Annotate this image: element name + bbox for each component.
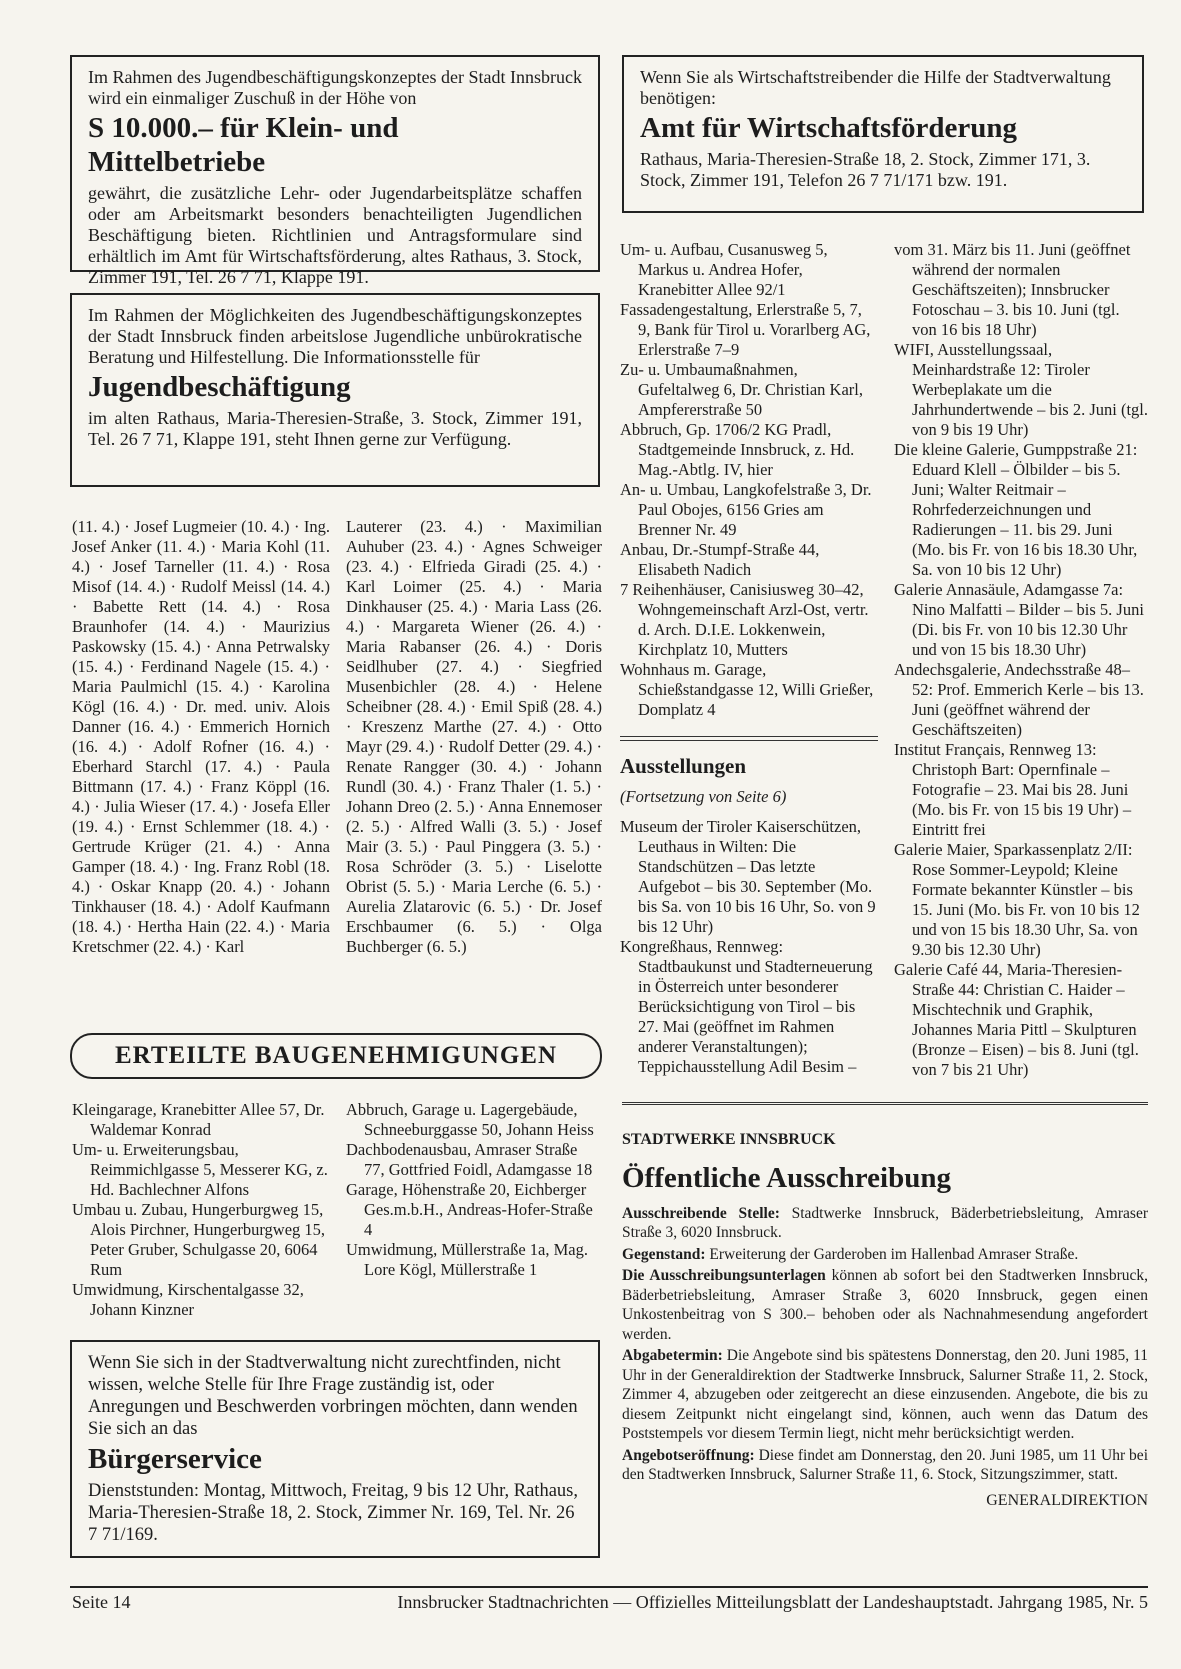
permit-entry: Zu- u. Umbaumaßnahmen, Gufeltalweg 6, Dr. Christian Karl, Ampfererstraße 50 [620, 360, 863, 419]
permit-entry: Kleingarage, Kranebitter Allee 57, Dr. Waldemar Konrad [72, 1100, 325, 1139]
stadtwerke-para-5-text: Diese findet am Donnerstag, den 20. Juni 1985, um 11 Uhr bei den Stadtwerken Innsbruck, Salurner Straße 11, 6. Stock, Sitzungszimmer, statt. [622, 1446, 1148, 1483]
exhibition-entry: Galerie Annasäule, Adamgasse 7a: Nino Malfatti – Bilder – bis 5. Juni (Di. bis Fr. von 10 bis 12.30 Uhr und von 15 bis 18.30 Uhr) [894, 580, 1144, 659]
permit-entry: Umwidmung, Müllerstraße 1a, Mag. Lore Kögl, Müllerstraße 1 [346, 1240, 588, 1279]
stadtwerke-title: Öffentliche Ausschreibung [622, 1161, 951, 1194]
stadtwerke-para-4-label: Abgabetermin: [622, 1347, 723, 1364]
box-wirtschaft-headline: Amt für Wirtschaftsförderung [640, 112, 1017, 144]
stadtwerke-section [622, 1130, 1148, 1510]
exhibition-entry: Museum der Tiroler Kaiserschützen, Leuthaus in Wilten: Die Standschützen – Das letzte Aufgebot – bis 30. September (Mo. bis Sa. von 10 bis 16 Uhr, So. von 9 bis 12 Uhr) [620, 817, 876, 936]
exhibition-entry: WIFI, Ausstellungssaal, Meinhardstraße 12: Tiroler Werbeplakate um die Jahrhundertwende – bis 2. Juni (tgl. von 9 bis 19 Uhr) [894, 340, 1149, 439]
box-buerger-body: Dienststunden: Montag, Mittwoch, Freitag, 9 bis 12 Uhr, Rathaus, Maria-Theresien-Straße 18, 2. Stock, Zimmer Nr. 169, Tel. Nr. 26 7 71/169. [88, 1481, 578, 1545]
permit-entry: Umwidmung, Kirschentalgasse 32, Johann Kinzner [72, 1280, 304, 1319]
stadtwerke-divider [622, 1102, 1148, 1105]
stadtwerke-para-1-label: Ausschreibende Stelle: [622, 1204, 780, 1222]
box-wirtschaft-body: Rathaus, Maria-Theresien-Straße 18, 2. Stock, Zimmer 171, 3. Stock, Zimmer 191, Telefon 26 7 71/171 bzw. 191. [640, 149, 1091, 190]
permit-entry: 7 Reihenhäuser, Canisiusweg 30–42, Wohngemeinschaft Arzl-Ost, vertr. d. Arch. D.I.E. Lokkenwein, Kirchplatz 10, Mutters [620, 580, 869, 659]
box-jugend-intro: Im Rahmen der Möglichkeiten des Jugendbeschäftigungskonzeptes der Stadt Innsbruck finden arbeitslose Jugendliche unbürokratische Beratung und Hilfestellung. Die Informationsstelle für [88, 305, 582, 367]
ausstellungen-heading: Ausstellungen [620, 754, 747, 778]
box-buerger-intro: Wenn Sie sich in der Stadtverwaltung nicht zurechtfinden, nicht wissen, welche Stelle für Ihre Frage zuständig ist, oder Anregungen und Beschwerden vorbringen möchten, dann wenden Sie sich an das [88, 1353, 578, 1439]
exhibition-entry: Galerie Maier, Sparkassenplatz 2/II: Rose Sommer-Leypold; Kleine Formate bekannter Künstler – bis 15. Juni (Mo. bis Fr. von 10 bis 12 und von 15 bis 18.30 Uhr, Sa. von 9.30 bis 12.30 Uhr) [894, 840, 1140, 959]
permit-entry: Wohnhaus m. Garage, Schießstandgasse 12, Willi Grießer, Domplatz 4 [620, 660, 874, 719]
stadtwerke-para-1-text: Stadtwerke Innsbruck, Bäderbetriebsleitung, Amraser Straße 3, 6020 Innsbruck. [622, 1204, 1148, 1241]
permit-entry: Umbau u. Zubau, Hungerburgweg 15, Alois Pirchner, Hungerburgweg 15, Peter Gruber, Schulgasse 20, 6064 Rum [72, 1200, 326, 1279]
permit-entry: Abbruch, Garage u. Lagergebäude, Schneeburggasse 50, Johann Heiss [346, 1100, 594, 1139]
baugenehmigungen-column-1 [72, 1100, 330, 1320]
stadtwerke-para-3-label: Die Ausschreibungsunterlagen [622, 1267, 826, 1284]
permit-entry: Dachbodenausbau, Amraser Straße 77, Gottfried Foidl, Adamgasse 18 [346, 1140, 593, 1179]
permit-entry: Abbruch, Gp. 1706/2 KG Pradl, Stadtgemeinde Innsbruck, z. Hd. Mag.-Abtlg. IV, hier [620, 420, 855, 479]
stadtwerke-para-4-text: Die Angebote sind bis spätestens Donnerstag, den 20. Juni 1985, 11 Uhr in der Generaldirektion der Stadtwerke Innsbruck, Salurner Straße 11, 2. Stock, Zimmer 4, abzugeben oder zeitgerecht an diese einzusenden. Angebote, die bis zu diesem Zeitpunkt nicht eingelangt sind, können, auch wenn das Datum des Poststempels vor diesem Termin liegt, nicht mehr berücksichtigt werden. [622, 1347, 1148, 1442]
names-column-1: (11. 4.) · Josef Lugmeier (10. 4.) · Ing. Josef Anker (11. 4.) · Maria Kohl (11. 4.) · Josef Tarneller (11. 4.) · Rosa Misof (14. 4.) · Rudolf Meissl (14. 4.) · Babette Rett (14. 4.) · Rosa Braunhofer (14. 4.) · Maurizius Paskowsky (15. 4.) · Anna Petrwalsky (15. 4.) · Ferdinand Nagele (15. 4.) · Maria Paulmichl (15. 4.) · Karolina Kögl (16. 4.) · Dr. med. univ. Alois Danner (16. 4.) · Emmerich Hornich (16. 4.) · Adolf Rofner (16. 4.) · Eberhard Starchl (17. 4.) · Paula Bittmann (17. 4.) · Franz Köppl (16. 4.) · Julia Wieser (17. 4.) · Josefa Eller (19. 4.) · Ernst Schlemmer (18. 4.) · Gertrude Krüger (21. 4.) · Anna Gamper (18. 4.) · Ing. Franz Robl (18. 4.) · Oskar Knapp (20. 4.) · Johann Tinkhauser (18. 4.) · Adolf Kaufmann (18. 4.) · Hertha Hain (22. 4.) · Maria Kretschmer (22. 4.) · Karl [72, 517, 330, 956]
permit-entry: Garage, Höhenstraße 20, Eichberger Ges.m.b.H., Andreas-Hofer-Straße 4 [346, 1180, 593, 1239]
permit-entry: Anbau, Dr.-Stumpf-Straße 44, Elisabeth Nadich [620, 540, 820, 579]
box-zuschuss-intro: Im Rahmen des Jugendbeschäftigungskonzeptes der Stadt Innsbruck wird ein einmaliger Zuschuß in der Höhe von [88, 67, 582, 108]
stadtwerke-para-3 [622, 1266, 1148, 1344]
baugenehmigungen-heading: ERTEILTE BAUGENEHMIGUNGEN [70, 1033, 602, 1079]
footer-publication: Innsbrucker Stadtnachrichten — Offizielles Mitteilungsblatt der Landeshauptstadt. Jahrgang 1985, Nr. 5 [397, 1592, 1148, 1612]
box-zuschuss-body: gewährt, die zusätzliche Lehr- oder Jugendarbeitsplätze schaffen oder am Arbeitsmarkt besonders benachteiligten Jugendlichen Beschäftigung bieten. Richtlinien und Antragsformulare sind erhältlich im Amt für Wirtschaftsförderung, altes Rathaus, 3. Stock, Zimmer 191, Tel. 26 7 71, Klappe 191. [88, 183, 582, 287]
stadtwerke-signature: GENERALDIREKTION [986, 1491, 1148, 1509]
right-column-3 [620, 240, 878, 1077]
footer-rule [70, 1586, 1148, 1588]
stadtwerke-para-4 [622, 1346, 1148, 1444]
stadtwerke-kicker: STADTWERKE INNSBRUCK [622, 1131, 836, 1148]
permit-entry: Um- u. Aufbau, Cusanusweg 5, Markus u. Andrea Hofer, Kranebitter Allee 92/1 [620, 240, 828, 299]
section-divider [620, 736, 878, 741]
stadtwerke-para-2 [622, 1245, 1148, 1265]
exhibition-entry: Kongreßhaus, Rennweg: Stadtbaukunst und Stadterneuerung in Österreich unter besonderer Berücksichtigung von Tirol – bis 27. Mai (geöffnet im Rahmen anderer Veranstaltungen); Teppichausstellung Adil Besim – [620, 937, 873, 1076]
stadtwerke-para-5-label: Angebotseröffnung: [622, 1446, 755, 1464]
baugenehmigungen-column-2 [346, 1100, 602, 1280]
box-jugend-headline: Jugendbeschäftigung [88, 371, 351, 403]
box-wirtschaft-intro: Wenn Sie als Wirtschaftstreibender die Hilfe der Stadtverwaltung benötigen: [640, 67, 1111, 108]
footer-page-number: Seite 14 [72, 1592, 131, 1612]
right-column-4 [894, 240, 1148, 1080]
permit-entry: Um- u. Erweiterungsbau, Reimmichlgasse 5, Messerer KG, z. Hd. Bachlechner Alfons [72, 1140, 328, 1199]
exhibition-entry: vom 31. März bis 11. Juni (geöffnet während der normalen Geschäftszeiten); Innsbrucker Fotoschau – 3. bis 10. Juni (tgl. von 16 bis 18 Uhr) [894, 240, 1131, 339]
ausstellungen-subtitle: (Fortsetzung von Seite 6) [620, 787, 787, 806]
stadtwerke-para-2-label: Gegenstand: [622, 1245, 706, 1263]
exhibition-entry: Galerie Café 44, Maria-Theresien-Straße 44: Christian C. Haider – Mischtechnik und Graphik, Johannes Maria Pittl – Skulpturen (Bronze – Eisen) – bis 8. Juni (tgl. von 7 bis 21 Uhr) [894, 960, 1139, 1079]
exhibition-entry: Institut Français, Rennweg 13: Christoph Bart: Opernfinale – Fotografie – 23. Mai bis 28. Juni (Mo. bis Fr. von 15 bis 19 Uhr) – Eintritt frei [894, 740, 1132, 839]
box-wirtschaftsfoerderung [622, 55, 1144, 213]
box-zuschuss-headline: S 10.000.– für Klein- und Mittelbetriebe [88, 112, 399, 178]
permit-entry: Fassadengestaltung, Erlerstraße 5, 7, 9, Bank für Tirol u. Vorarlberg AG, Erlerstraße 7–9 [620, 300, 871, 359]
box-buergerservice [70, 1340, 600, 1558]
box-jugend-body: im alten Rathaus, Maria-Theresien-Straße, 3. Stock, Zimmer 191, Tel. 26 7 71, Klappe 191, steht Ihnen gerne zur Verfügung. [88, 408, 582, 449]
stadtwerke-para-5 [622, 1446, 1148, 1485]
exhibition-entry: Andechsgalerie, Andechsstraße 48–52: Prof. Emmerich Kerle – bis 13. Juni (geöffnet während der Geschäftszeiten) [894, 660, 1144, 739]
box-zuschuss [70, 55, 600, 287]
stadtwerke-para-1 [622, 1204, 1148, 1243]
exhibition-entry: Die kleine Galerie, Gumppstraße 21: Eduard Klell – Ölbilder – bis 5. Juni; Walter Reitmair – Rohrfederzeichnungen und Radierungen – 11. bis 29. Juni (Mo. bis Fr. von 16 bis 18.30 Uhr, Sa. von 10 bis 12 Uhr) [894, 440, 1138, 579]
box-buerger-headline: Bürgerservice [88, 1443, 262, 1475]
stadtwerke-para-2-text: Erweiterung der Garderoben im Hallenbad Amraser Straße. [705, 1245, 1079, 1263]
stadtwerke-para-3-text: können ab sofort bei den Stadtwerken Innsbruck, Bäderbetriebsleitung, Amraser Straße 3, 6020 Innsbruck, gegen einen Unkostenbeitrag von S 300.– behoben oder als Nachnahmesendung angefordert werden. [622, 1267, 1148, 1343]
names-column-2: Lauterer (23. 4.) · Maximilian Auhuber (23. 4.) · Agnes Schweiger (23. 4.) · Elfrieda Giradi (25. 4.) · Karl Loimer (25. 4.) · Maria Dinkhauser (25. 4.) · Maria Lass (26. 4.) · Margareta Wiener (26. 4.) · Maria Rabanser (26. 4.) · Doris Seidlhuber (27. 4.) · Siegfried Musenbichler (28. 4.) · Helene Scheibner (28. 4.) · Emil Spiß (28. 4.) · Kreszenz Marthe (27. 4.) · Otto Mayr (29. 4.) · Rudolf Detter (29. 4.) · Renate Rangger (30. 4.) · Johann Rundl (30. 4.) · Franz Thaler (1. 5.) · Johann Dreo (2. 5.) · Anna Ennemoser (2. 5.) · Alfred Walli (3. 5.) · Josef Mair (3. 5.) · Paul Pinggera (3. 5.) · Rosa Schröder (3. 5.) · Liselotte Obrist (5. 5.) · Maria Lerche (6. 5.) · Aurelia Zlatarovic (6. 5.) · Dr. Josef Erschbaumer (6. 5.) · Olga Buchberger (6. 5.) [346, 517, 602, 956]
box-jugendbeschaeftigung [70, 293, 600, 487]
permit-entry: An- u. Umbau, Langkofelstraße 3, Dr. Paul Obojes, 6156 Gries am Brenner Nr. 49 [620, 480, 872, 539]
